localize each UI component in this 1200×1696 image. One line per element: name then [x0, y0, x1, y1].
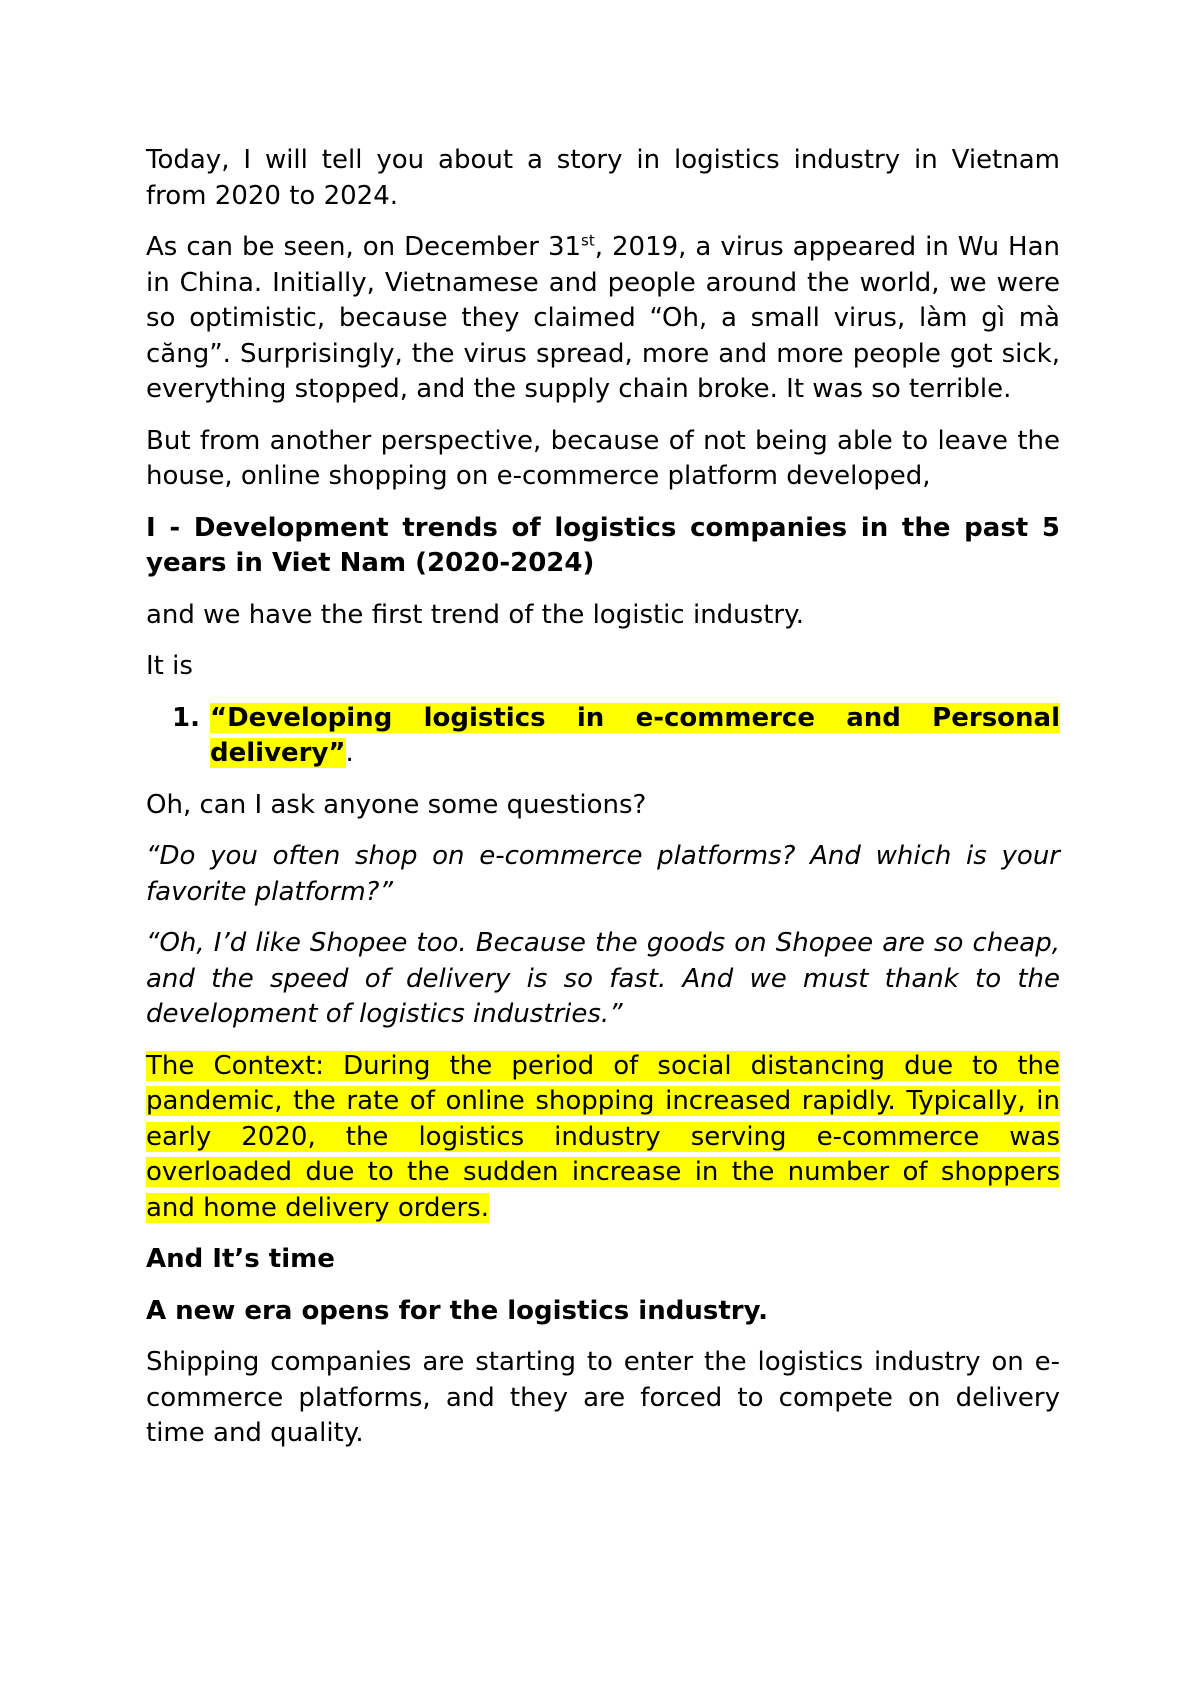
intro-paragraph: Today, I will tell you about a story in logistics industry in Vietnam from 2020 to 2024.	[146, 145, 1060, 211]
it-is-line: It is	[146, 651, 193, 681]
question-prompt: Oh, can I ask anyone some questions?	[146, 789, 647, 820]
trend-title: “Developing logistics in e-commerce and Personal delivery”	[210, 702, 1060, 768]
time-heading: And It’s time	[146, 1244, 335, 1274]
shipping-paragraph: Shipping companies are starting to enter the logistics industry on e-commerce platforms, and they are forced to compete on delivery time and quality.	[146, 1347, 1060, 1448]
trend-intro: and we have the first trend of the logistic industry.	[146, 599, 805, 630]
document-body	[146, 143, 1060, 1468]
era-heading: A new era opens for the logistics industry.	[146, 1295, 769, 1326]
trend-list-item	[146, 701, 1060, 772]
context-highlighted-text: The Context: During the period of social distancing due to the pandemic, the rate of online shopping increased rapidly. Typically, in early 2020, the logistics industry serving e-commerce was overloaded due to the sudden increase in the number of shoppers and home delivery orders.	[146, 1050, 1060, 1223]
covid-paragraph-start: As can be seen, on December 31	[146, 232, 582, 262]
covid-paragraph	[146, 230, 1060, 408]
question-quote: “Do you often shop on e-commerce platforms? And which is your favorite platform?”	[146, 841, 1060, 907]
answer-quote: “Oh, I’d like Shopee too. Because the goods on Shopee are so cheap, and the speed of delivery is so fast. And we must thank to the development of logistics industries.”	[146, 928, 1060, 1029]
trend-title-period: .	[345, 738, 354, 768]
section-heading: I - Development trends of logistics companies in the past 5 years in Viet Nam (2020-2024)	[146, 512, 1060, 578]
perspective-paragraph: But from another perspective, because of not being able to leave the house, online shopping on e-commerce platform developed,	[146, 425, 1060, 491]
context-paragraph	[146, 1049, 1060, 1227]
date-ordinal-suffix: st	[581, 231, 595, 250]
covid-paragraph-rest: , 2019, a virus appeared in Wu Han in China. Initially, Vietnamese and people around the world, we were so optimistic, because they claimed “Oh, a small virus, làm gì mà căng”. Surprisingly, the virus spread, more and more people got sick, everything stopped, and the supply chain broke. It was so terrible.	[146, 232, 1061, 404]
list-number: 1.	[172, 702, 200, 733]
